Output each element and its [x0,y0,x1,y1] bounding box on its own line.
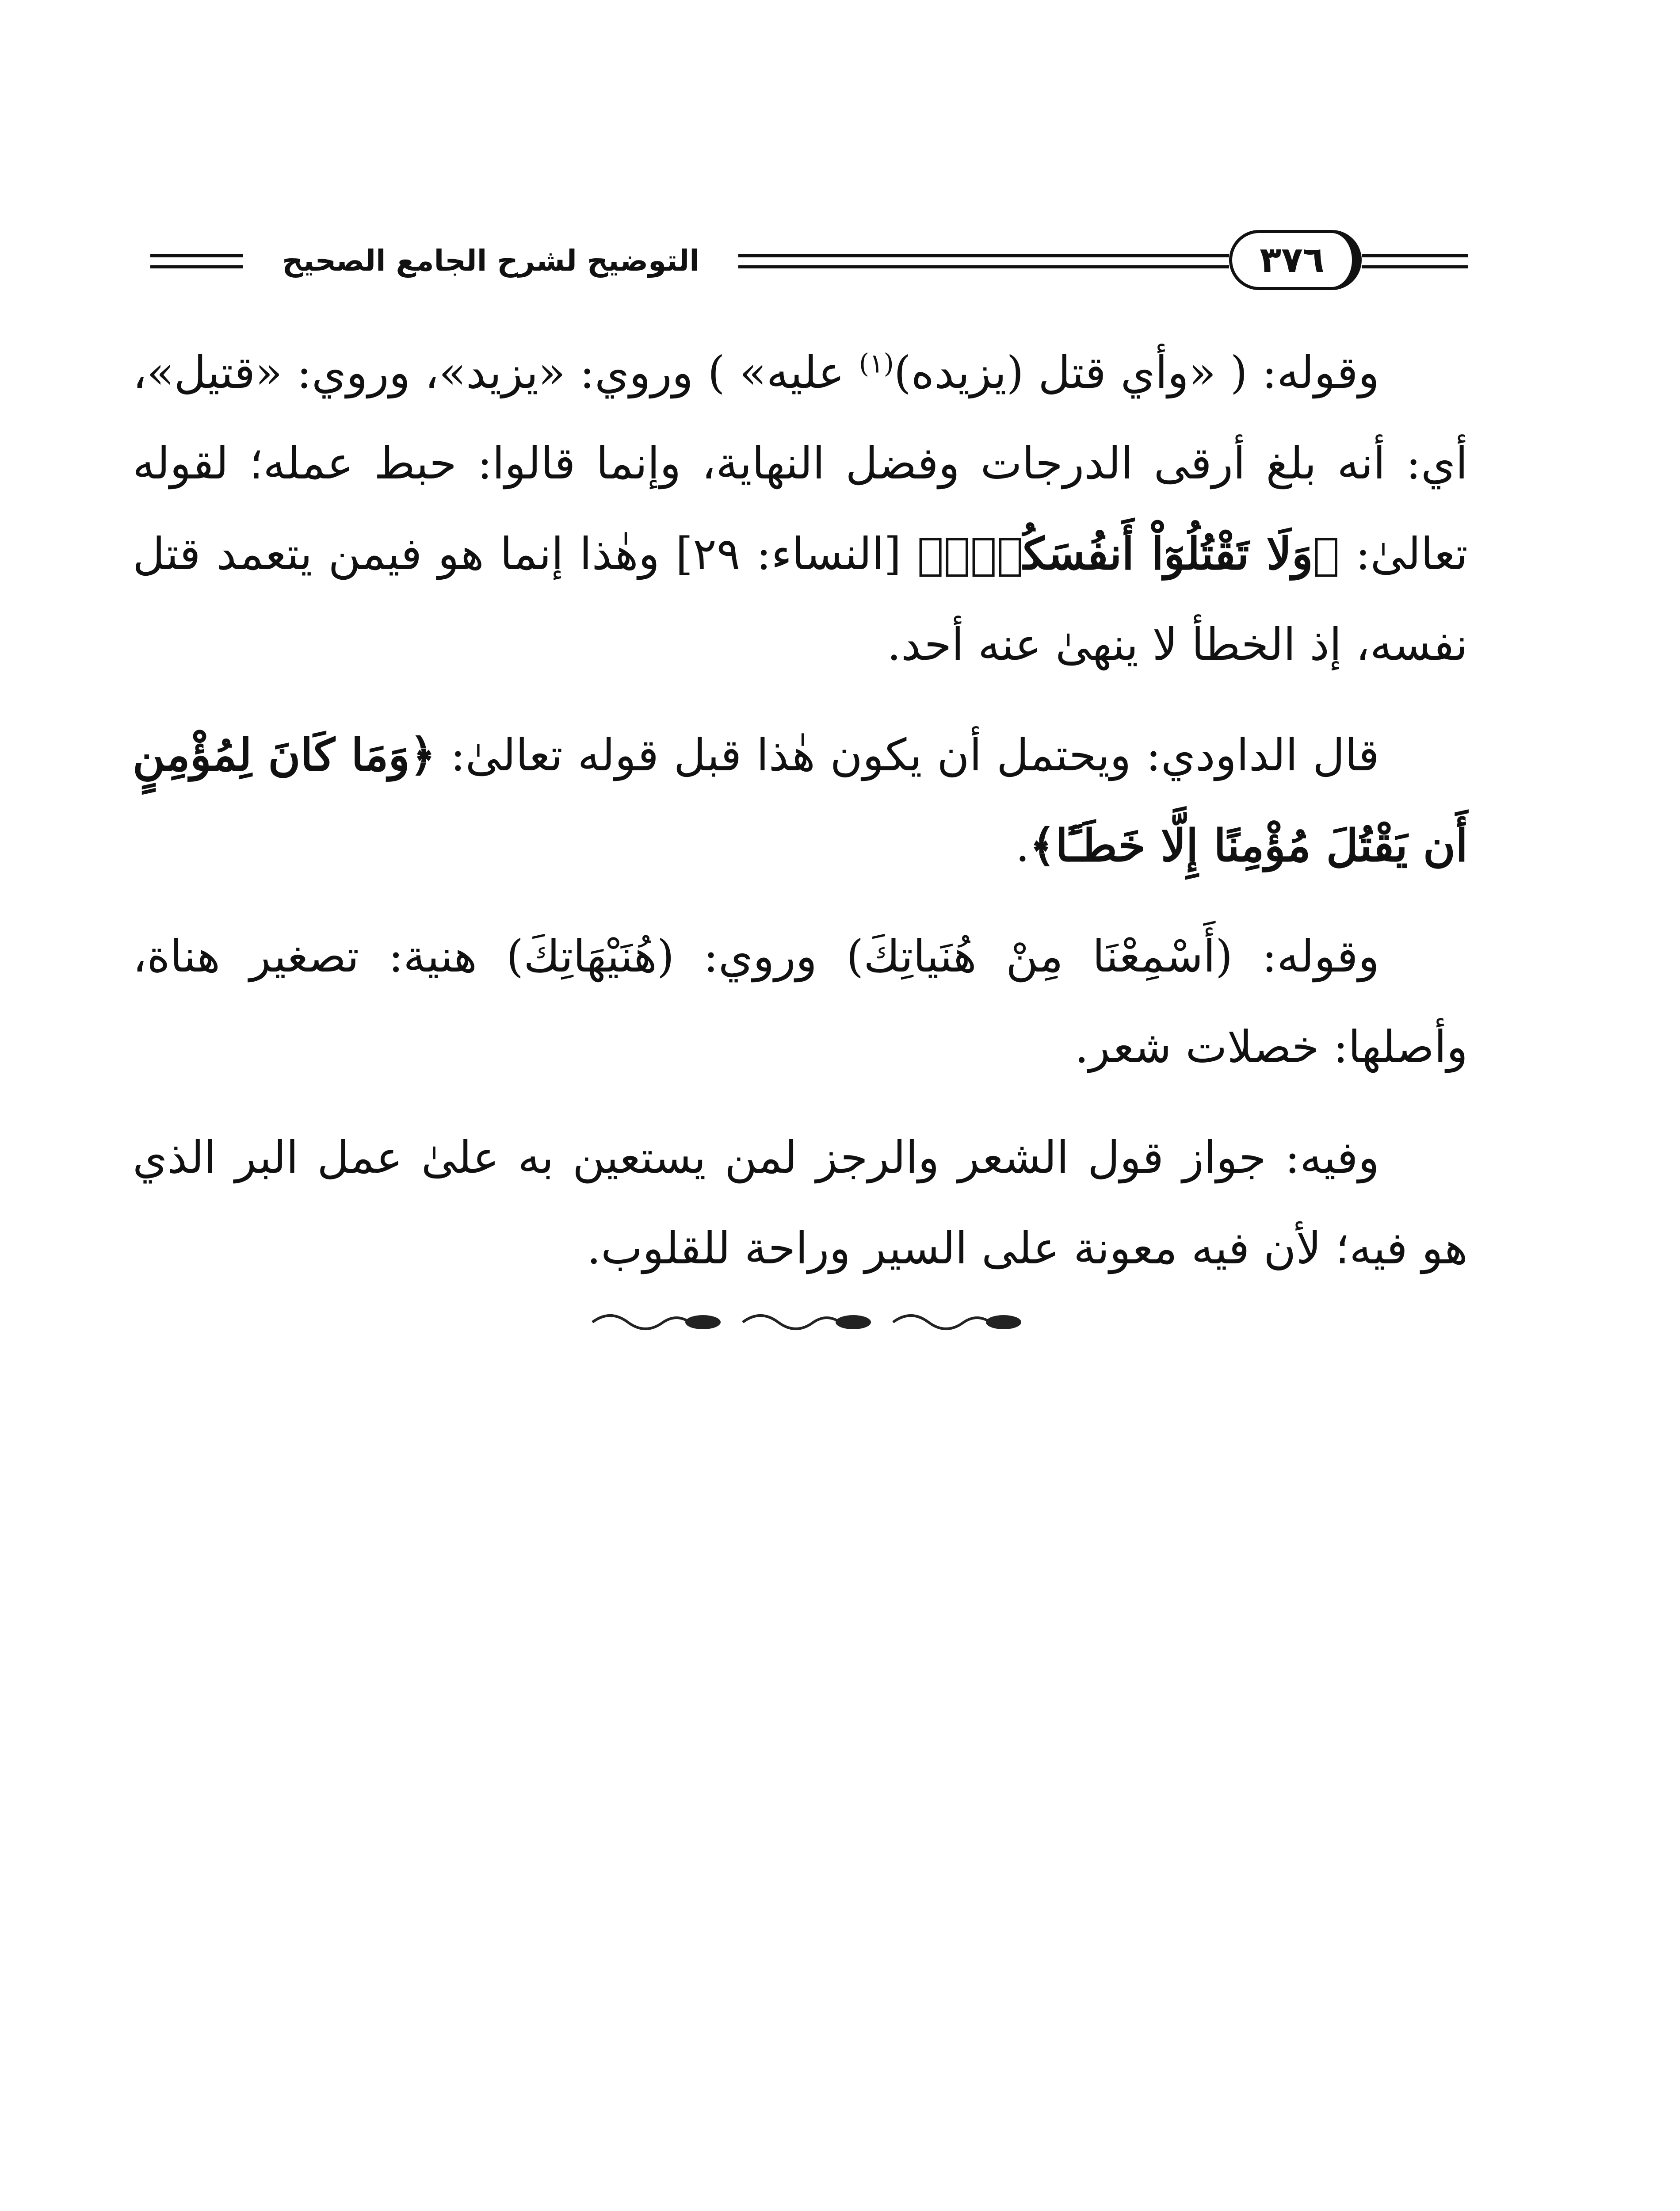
paragraph [133,710,1468,891]
main-text [133,327,1468,1313]
footnote-marker: (١) [859,348,894,379]
book-title: التوضيح لشرح الجامع الصحيح [282,244,699,278]
page-number: ٣٧٦ [1229,230,1362,290]
header-rule [150,254,243,257]
text-run: وقوله: ( «وأي قتل (يزيده) [893,347,1379,398]
text-run: [النساء: ٢٩] وهٰذا إنما هو فيمن يتعمد قتل نفسه، إذ الخطأ لا ينهىٰ عنه أحد. [133,528,1468,670]
text-run: . [1015,820,1030,872]
text-run: عليه» ) وروي: «يزيد»، وروي: «قتيل»، أي: أنه بلغ أرقى الدرجات وفضل النهاية، وإنما قالوا: حبط عمله؛ لقوله تعالىٰ: [133,347,1468,580]
text-run: قال الداودي: ويحتمل أن يكون هٰذا قبل قوله تعالىٰ: [435,729,1379,781]
quran-verse: ﴿وَلَا تَقْتُلُوٓاْ أَنفُسَكُمْۚ﴾ [917,528,1340,580]
quran-verse: ﴿وَمَا كَانَ لِمُؤْمِنٍ أَن يَقْتُلَ مُؤْمِنًا إِلَّا خَطَـًٔا﴾ [133,729,1468,872]
header-rule [738,254,1229,257]
section-divider-ornament [584,1309,1043,1335]
header-rule [150,265,243,268]
paragraph [133,327,1468,690]
running-header [133,230,1468,292]
paragraph: وقوله: (أَسْمِعْنَا مِنْ هُنَياتِكَ) وروي: (هُنَيْهَاتِكَ) هنية: تصغير هناة، وأصلها: خصلات شعر. [133,930,1468,1073]
paragraph: وفيه: جواز قول الشعر والرجز لمن يستعين به علىٰ عمل البر الذي هو فيه؛ لأن فيه معونة على السير وراحة للقلوب. [133,1132,1468,1274]
header-rule [1362,254,1468,257]
header-rule [1362,265,1468,268]
header-rule [738,265,1229,268]
